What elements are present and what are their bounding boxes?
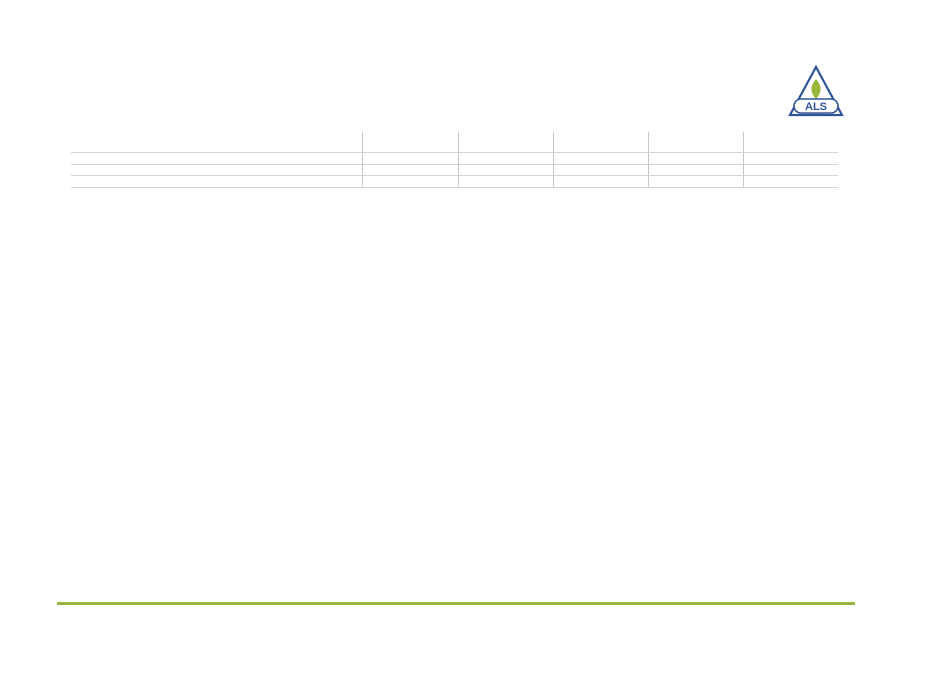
sampling-date-label — [71, 153, 362, 165]
als-logo — [788, 65, 844, 117]
footer-rule — [57, 602, 855, 605]
lor-col-header — [282, 164, 308, 176]
lab-id-value — [362, 164, 458, 176]
header-row-result — [71, 176, 838, 188]
matrix-cell — [71, 132, 282, 153]
empty-sample-col — [458, 164, 553, 176]
empty-sample-col — [743, 176, 838, 188]
empty-sample-col — [553, 164, 648, 176]
empty-sample-col — [458, 176, 553, 188]
empty-sample-col — [553, 176, 648, 188]
logo-text: ALS — [805, 101, 827, 113]
empty-sample-col — [648, 153, 743, 165]
compound-col-header — [71, 164, 211, 176]
client-sample-id-value — [362, 132, 458, 153]
empty-sample-col — [648, 176, 743, 188]
empty-sample-col — [743, 153, 838, 165]
sampling-date-value — [362, 153, 458, 165]
client-sample-id-label — [282, 132, 362, 153]
empty-sample-col — [553, 153, 648, 165]
empty-sample-col — [458, 132, 553, 153]
header-row-sampling-date — [71, 153, 838, 165]
empty-sample-col — [553, 132, 648, 153]
cas-col-header — [211, 164, 282, 176]
empty-sample-col — [458, 153, 553, 165]
header-row-columns — [71, 164, 838, 176]
empty-sample-col — [743, 132, 838, 153]
blank-cell — [71, 176, 362, 188]
results-table — [71, 132, 838, 188]
empty-sample-col — [648, 132, 743, 153]
header-row-sample-id — [71, 132, 838, 153]
result-label — [362, 176, 458, 188]
empty-sample-col — [743, 164, 838, 176]
empty-sample-col — [648, 164, 743, 176]
unit-col-header — [308, 164, 362, 176]
